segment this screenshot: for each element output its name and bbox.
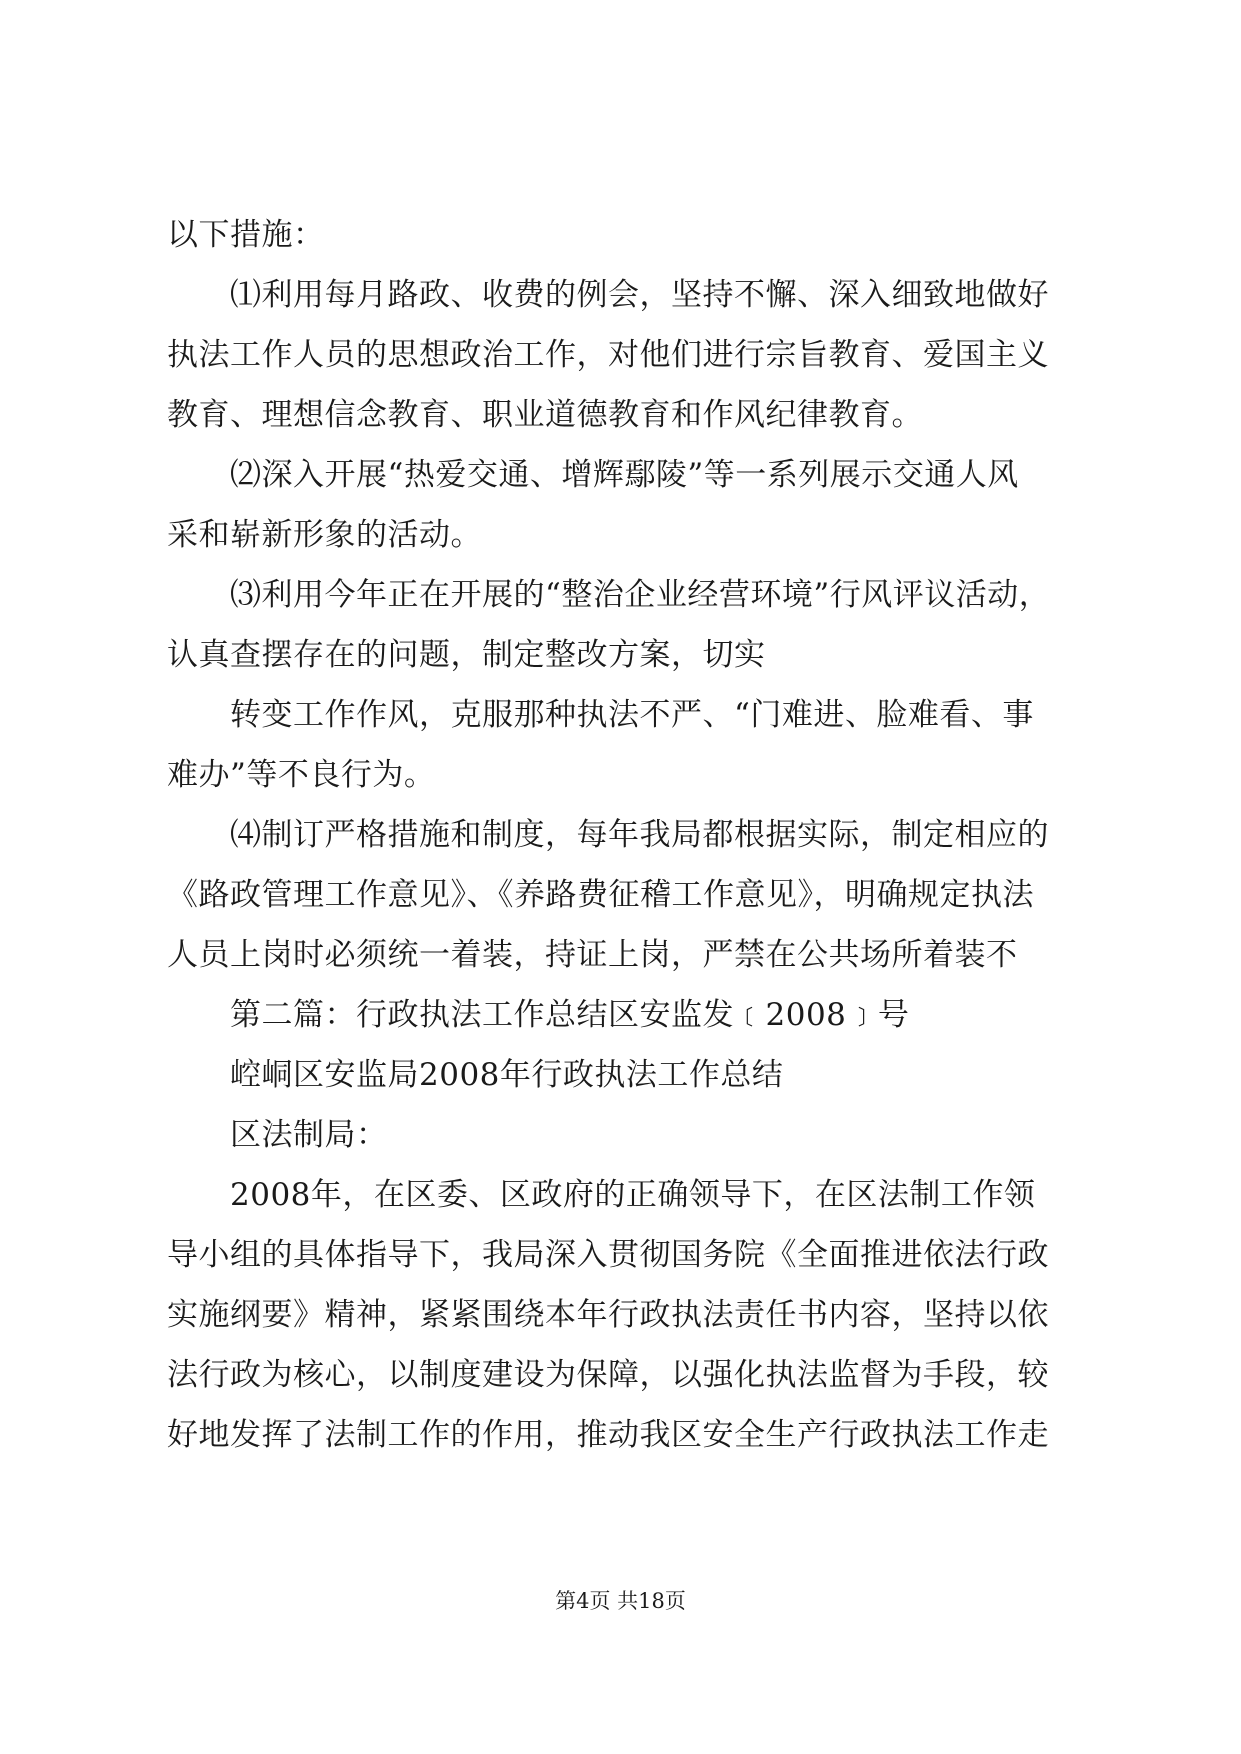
- text-line: ⑴利用每月路政、收费的例会，坚持不懈、深入细致地做好: [230, 277, 1049, 313]
- text-line: ⑵深入开展“热爱交通、增辉鄢陵”等一系列展示交通人风: [230, 457, 1019, 493]
- text-line: ⑶利用今年正在开展的“整治企业经营环境”行风评议活动，: [230, 577, 1051, 613]
- text-line: 2008年，在区委、区政府的正确领导下，在区法制工作领: [230, 1177, 1036, 1213]
- text-line: 好地发挥了法制工作的作用，推动我区安全生产行政执法工作走: [167, 1417, 1049, 1453]
- text-line: 难办”等不良行为。: [167, 757, 436, 793]
- page-number-footer: 第4页 共18页: [555, 1589, 686, 1613]
- text-line: 实施纲要》精神，紧紧围绕本年行政执法责任书内容，坚持以依: [167, 1297, 1049, 1333]
- text-line: 以下措施：: [167, 217, 325, 253]
- text-line: 人员上岗时必须统一着装，持证上岗，严禁在公共场所着装不: [167, 937, 1018, 973]
- text-line: 教育、理想信念教育、职业道德教育和作风纪律教育。: [167, 397, 923, 433]
- text-line: ⑷制订严格措施和制度，每年我局都根据实际，制定相应的: [230, 817, 1049, 853]
- text-line: 转变工作作风，克服那种执法不严、“门难进、脸难看、事: [230, 697, 1034, 733]
- text-line: 《路政管理工作意见》、《养路费征稽工作意见》，明确规定执法: [167, 877, 1034, 913]
- text-line: 认真查摆存在的问题，制定整改方案，切实: [167, 637, 766, 673]
- text-line: 采和崭新形象的活动。: [167, 517, 482, 553]
- text-line: 导小组的具体指导下，我局深入贯彻国务院《全面推进依法行政: [167, 1237, 1049, 1273]
- addressee: 区法制局：: [230, 1117, 388, 1153]
- report-title: 崆峒区安监局2008年行政执法工作总结: [230, 1057, 784, 1093]
- text-line: 法行政为核心，以制度建设为保障，以强化执法监督为手段，较: [167, 1357, 1049, 1393]
- text-line: 执法工作人员的思想政治工作，对他们进行宗旨教育、爱国主义: [167, 337, 1049, 373]
- section-heading: 第二篇：行政执法工作总结区安监发﹝2008﹞号: [230, 997, 910, 1033]
